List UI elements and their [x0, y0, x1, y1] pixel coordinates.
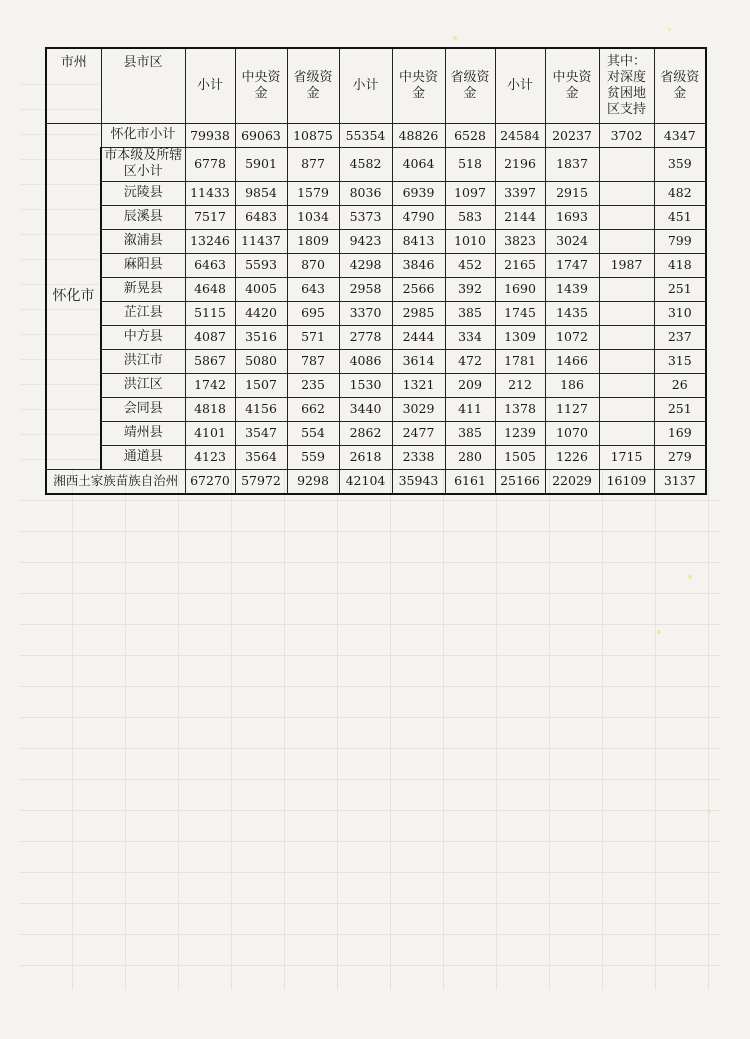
- cell: 2566: [392, 277, 445, 301]
- cell: 5901: [235, 148, 287, 182]
- cell: 1987: [599, 253, 654, 277]
- header-provincial-2: 省级资金: [445, 48, 495, 124]
- table-row: [46, 301, 706, 325]
- cell: 4087: [185, 325, 235, 349]
- cell: 3397: [495, 181, 545, 205]
- header-central-3: 中央资金: [545, 48, 599, 124]
- cell: 1747: [545, 253, 599, 277]
- table-row: [46, 421, 706, 445]
- cell: 1530: [339, 373, 392, 397]
- table-row: [46, 277, 706, 301]
- cell: 3137: [654, 469, 706, 494]
- county-name: 沅陵县: [101, 181, 185, 205]
- cell: 4648: [185, 277, 235, 301]
- cell: 554: [287, 421, 339, 445]
- cell: 5593: [235, 253, 287, 277]
- cell: 7517: [185, 205, 235, 229]
- cell: 2338: [392, 445, 445, 469]
- cell: 4420: [235, 301, 287, 325]
- cell: 870: [287, 253, 339, 277]
- table-row: [46, 397, 706, 421]
- cell: 1507: [235, 373, 287, 397]
- cell: 1742: [185, 373, 235, 397]
- cell: 25166: [495, 469, 545, 494]
- cell: [599, 349, 654, 373]
- cell: 2985: [392, 301, 445, 325]
- cell: 11433: [185, 181, 235, 205]
- cell: 57972: [235, 469, 287, 494]
- table-row: [46, 349, 706, 373]
- table-row-xiangxi: [46, 469, 706, 494]
- cell: 5867: [185, 349, 235, 373]
- cell: 385: [445, 421, 495, 445]
- cell: 35943: [392, 469, 445, 494]
- cell: 2862: [339, 421, 392, 445]
- table-row: [46, 253, 706, 277]
- header-subtotal-2: 小计: [339, 48, 392, 124]
- cell: 482: [654, 181, 706, 205]
- table-row: [46, 445, 706, 469]
- cell: 169: [654, 421, 706, 445]
- header-central-1: 中央资金: [235, 48, 287, 124]
- cell: 1070: [545, 421, 599, 445]
- cell: 186: [545, 373, 599, 397]
- cell: 4123: [185, 445, 235, 469]
- cell: 3846: [392, 253, 445, 277]
- county-name: 溆浦县: [101, 229, 185, 253]
- cell: 4005: [235, 277, 287, 301]
- cell: 1034: [287, 205, 339, 229]
- cell: 1127: [545, 397, 599, 421]
- cell: 6939: [392, 181, 445, 205]
- cell: 1837: [545, 148, 599, 182]
- cell: 1466: [545, 349, 599, 373]
- cell: 3823: [495, 229, 545, 253]
- cell: 662: [287, 397, 339, 421]
- cell: 1505: [495, 445, 545, 469]
- cell: 67270: [185, 469, 235, 494]
- county-name: 会同县: [101, 397, 185, 421]
- header-deep-poverty: 其中：对深度贫困地区支持: [599, 48, 654, 124]
- cell: 1097: [445, 181, 495, 205]
- cell: 799: [654, 229, 706, 253]
- cell: 1435: [545, 301, 599, 325]
- cell: 5080: [235, 349, 287, 373]
- cell: [599, 148, 654, 182]
- cell: 1693: [545, 205, 599, 229]
- cell: 1072: [545, 325, 599, 349]
- cell: 26: [654, 373, 706, 397]
- funding-table: [45, 47, 707, 495]
- cell: 1690: [495, 277, 545, 301]
- cell: 20237: [545, 124, 599, 148]
- table-row: [46, 181, 706, 205]
- cell: 1010: [445, 229, 495, 253]
- cell: 5115: [185, 301, 235, 325]
- cell: 1579: [287, 181, 339, 205]
- cell: [599, 277, 654, 301]
- cell: 787: [287, 349, 339, 373]
- cell: [599, 301, 654, 325]
- cell: 22029: [545, 469, 599, 494]
- cell: 472: [445, 349, 495, 373]
- cell: 643: [287, 277, 339, 301]
- header-subtotal-3: 小计: [495, 48, 545, 124]
- cell: 1715: [599, 445, 654, 469]
- cell: 3029: [392, 397, 445, 421]
- cell: 583: [445, 205, 495, 229]
- cell: 2144: [495, 205, 545, 229]
- cell: 3440: [339, 397, 392, 421]
- cell: 559: [287, 445, 339, 469]
- cell: 48826: [392, 124, 445, 148]
- cell: 1809: [287, 229, 339, 253]
- table-row: [46, 373, 706, 397]
- cell: 411: [445, 397, 495, 421]
- header-provincial-3: 省级资金: [654, 48, 706, 124]
- county-name: 洪江区: [101, 373, 185, 397]
- cell: [599, 397, 654, 421]
- cell: 9854: [235, 181, 287, 205]
- cell: 2165: [495, 253, 545, 277]
- header-central-2: 中央资金: [392, 48, 445, 124]
- city-cell: 怀化市: [46, 124, 101, 470]
- cell: 2477: [392, 421, 445, 445]
- cell: 4064: [392, 148, 445, 182]
- reverse-side-bleed: [20, 470, 720, 990]
- cell: 3024: [545, 229, 599, 253]
- cell: 1226: [545, 445, 599, 469]
- county-name: 麻阳县: [101, 253, 185, 277]
- cell: 1781: [495, 349, 545, 373]
- cell: 359: [654, 148, 706, 182]
- cell: 5373: [339, 205, 392, 229]
- cell: 1239: [495, 421, 545, 445]
- paper-speck: [688, 575, 692, 579]
- cell: 1439: [545, 277, 599, 301]
- cell: 1378: [495, 397, 545, 421]
- cell: 310: [654, 301, 706, 325]
- cell: 392: [445, 277, 495, 301]
- cell: 3564: [235, 445, 287, 469]
- cell: 1321: [392, 373, 445, 397]
- cell: [599, 181, 654, 205]
- xiangxi-name: 湘西土家族苗族自治州: [46, 469, 185, 494]
- header-county: 县市区: [101, 48, 185, 124]
- county-name: 芷江县: [101, 301, 185, 325]
- table-row: [46, 325, 706, 349]
- cell: [599, 229, 654, 253]
- cell: 55354: [339, 124, 392, 148]
- cell: 8036: [339, 181, 392, 205]
- cell: 8413: [392, 229, 445, 253]
- cell: 385: [445, 301, 495, 325]
- cell: 16109: [599, 469, 654, 494]
- cell: 9423: [339, 229, 392, 253]
- cell: [599, 325, 654, 349]
- cell: 1309: [495, 325, 545, 349]
- county-name: 通道县: [101, 445, 185, 469]
- cell: 4582: [339, 148, 392, 182]
- cell: 418: [654, 253, 706, 277]
- cell: 237: [654, 325, 706, 349]
- cell: 451: [654, 205, 706, 229]
- cell: 452: [445, 253, 495, 277]
- cell: 4086: [339, 349, 392, 373]
- cell: 251: [654, 277, 706, 301]
- table-row: [46, 205, 706, 229]
- county-name: 怀化市小计: [101, 124, 185, 148]
- cell: 11437: [235, 229, 287, 253]
- cell: 877: [287, 148, 339, 182]
- cell: 212: [495, 373, 545, 397]
- cell: 4298: [339, 253, 392, 277]
- cell: 4347: [654, 124, 706, 148]
- header-city: 市州: [46, 48, 101, 124]
- cell: 6528: [445, 124, 495, 148]
- cell: 695: [287, 301, 339, 325]
- cell: 6778: [185, 148, 235, 182]
- cell: 1745: [495, 301, 545, 325]
- cell: 4101: [185, 421, 235, 445]
- county-name: 洪江市: [101, 349, 185, 373]
- cell: 9298: [287, 469, 339, 494]
- cell: 251: [654, 397, 706, 421]
- county-name: 辰溪县: [101, 205, 185, 229]
- paper-speck: [453, 36, 457, 40]
- table-row: [46, 124, 706, 148]
- cell: 280: [445, 445, 495, 469]
- cell: 3516: [235, 325, 287, 349]
- cell: 3370: [339, 301, 392, 325]
- cell: 10875: [287, 124, 339, 148]
- cell: 13246: [185, 229, 235, 253]
- header-row: [46, 48, 706, 124]
- county-name: 中方县: [101, 325, 185, 349]
- cell: 79938: [185, 124, 235, 148]
- cell: 2915: [545, 181, 599, 205]
- paper-speck: [708, 810, 711, 813]
- cell: 2196: [495, 148, 545, 182]
- county-name: 新晃县: [101, 277, 185, 301]
- cell: 69063: [235, 124, 287, 148]
- cell: 3702: [599, 124, 654, 148]
- cell: 3614: [392, 349, 445, 373]
- cell: 2958: [339, 277, 392, 301]
- cell: 4790: [392, 205, 445, 229]
- paper-speck: [657, 630, 661, 634]
- cell: 24584: [495, 124, 545, 148]
- paper-speck: [668, 28, 671, 31]
- cell: 209: [445, 373, 495, 397]
- cell: 235: [287, 373, 339, 397]
- cell: 279: [654, 445, 706, 469]
- cell: [599, 373, 654, 397]
- cell: [599, 205, 654, 229]
- cell: 518: [445, 148, 495, 182]
- cell: 571: [287, 325, 339, 349]
- cell: 4818: [185, 397, 235, 421]
- cell: 2444: [392, 325, 445, 349]
- cell: 6463: [185, 253, 235, 277]
- county-name: 市本级及所辖区小计: [101, 148, 185, 182]
- cell: 6161: [445, 469, 495, 494]
- cell: 42104: [339, 469, 392, 494]
- cell: 2778: [339, 325, 392, 349]
- cell: 315: [654, 349, 706, 373]
- cell: [599, 421, 654, 445]
- header-provincial-1: 省级资金: [287, 48, 339, 124]
- table-row: [46, 229, 706, 253]
- cell: 6483: [235, 205, 287, 229]
- header-subtotal-1: 小计: [185, 48, 235, 124]
- cell: 3547: [235, 421, 287, 445]
- table-row: [46, 148, 706, 182]
- county-name: 靖州县: [101, 421, 185, 445]
- cell: 4156: [235, 397, 287, 421]
- cell: 334: [445, 325, 495, 349]
- cell: 2618: [339, 445, 392, 469]
